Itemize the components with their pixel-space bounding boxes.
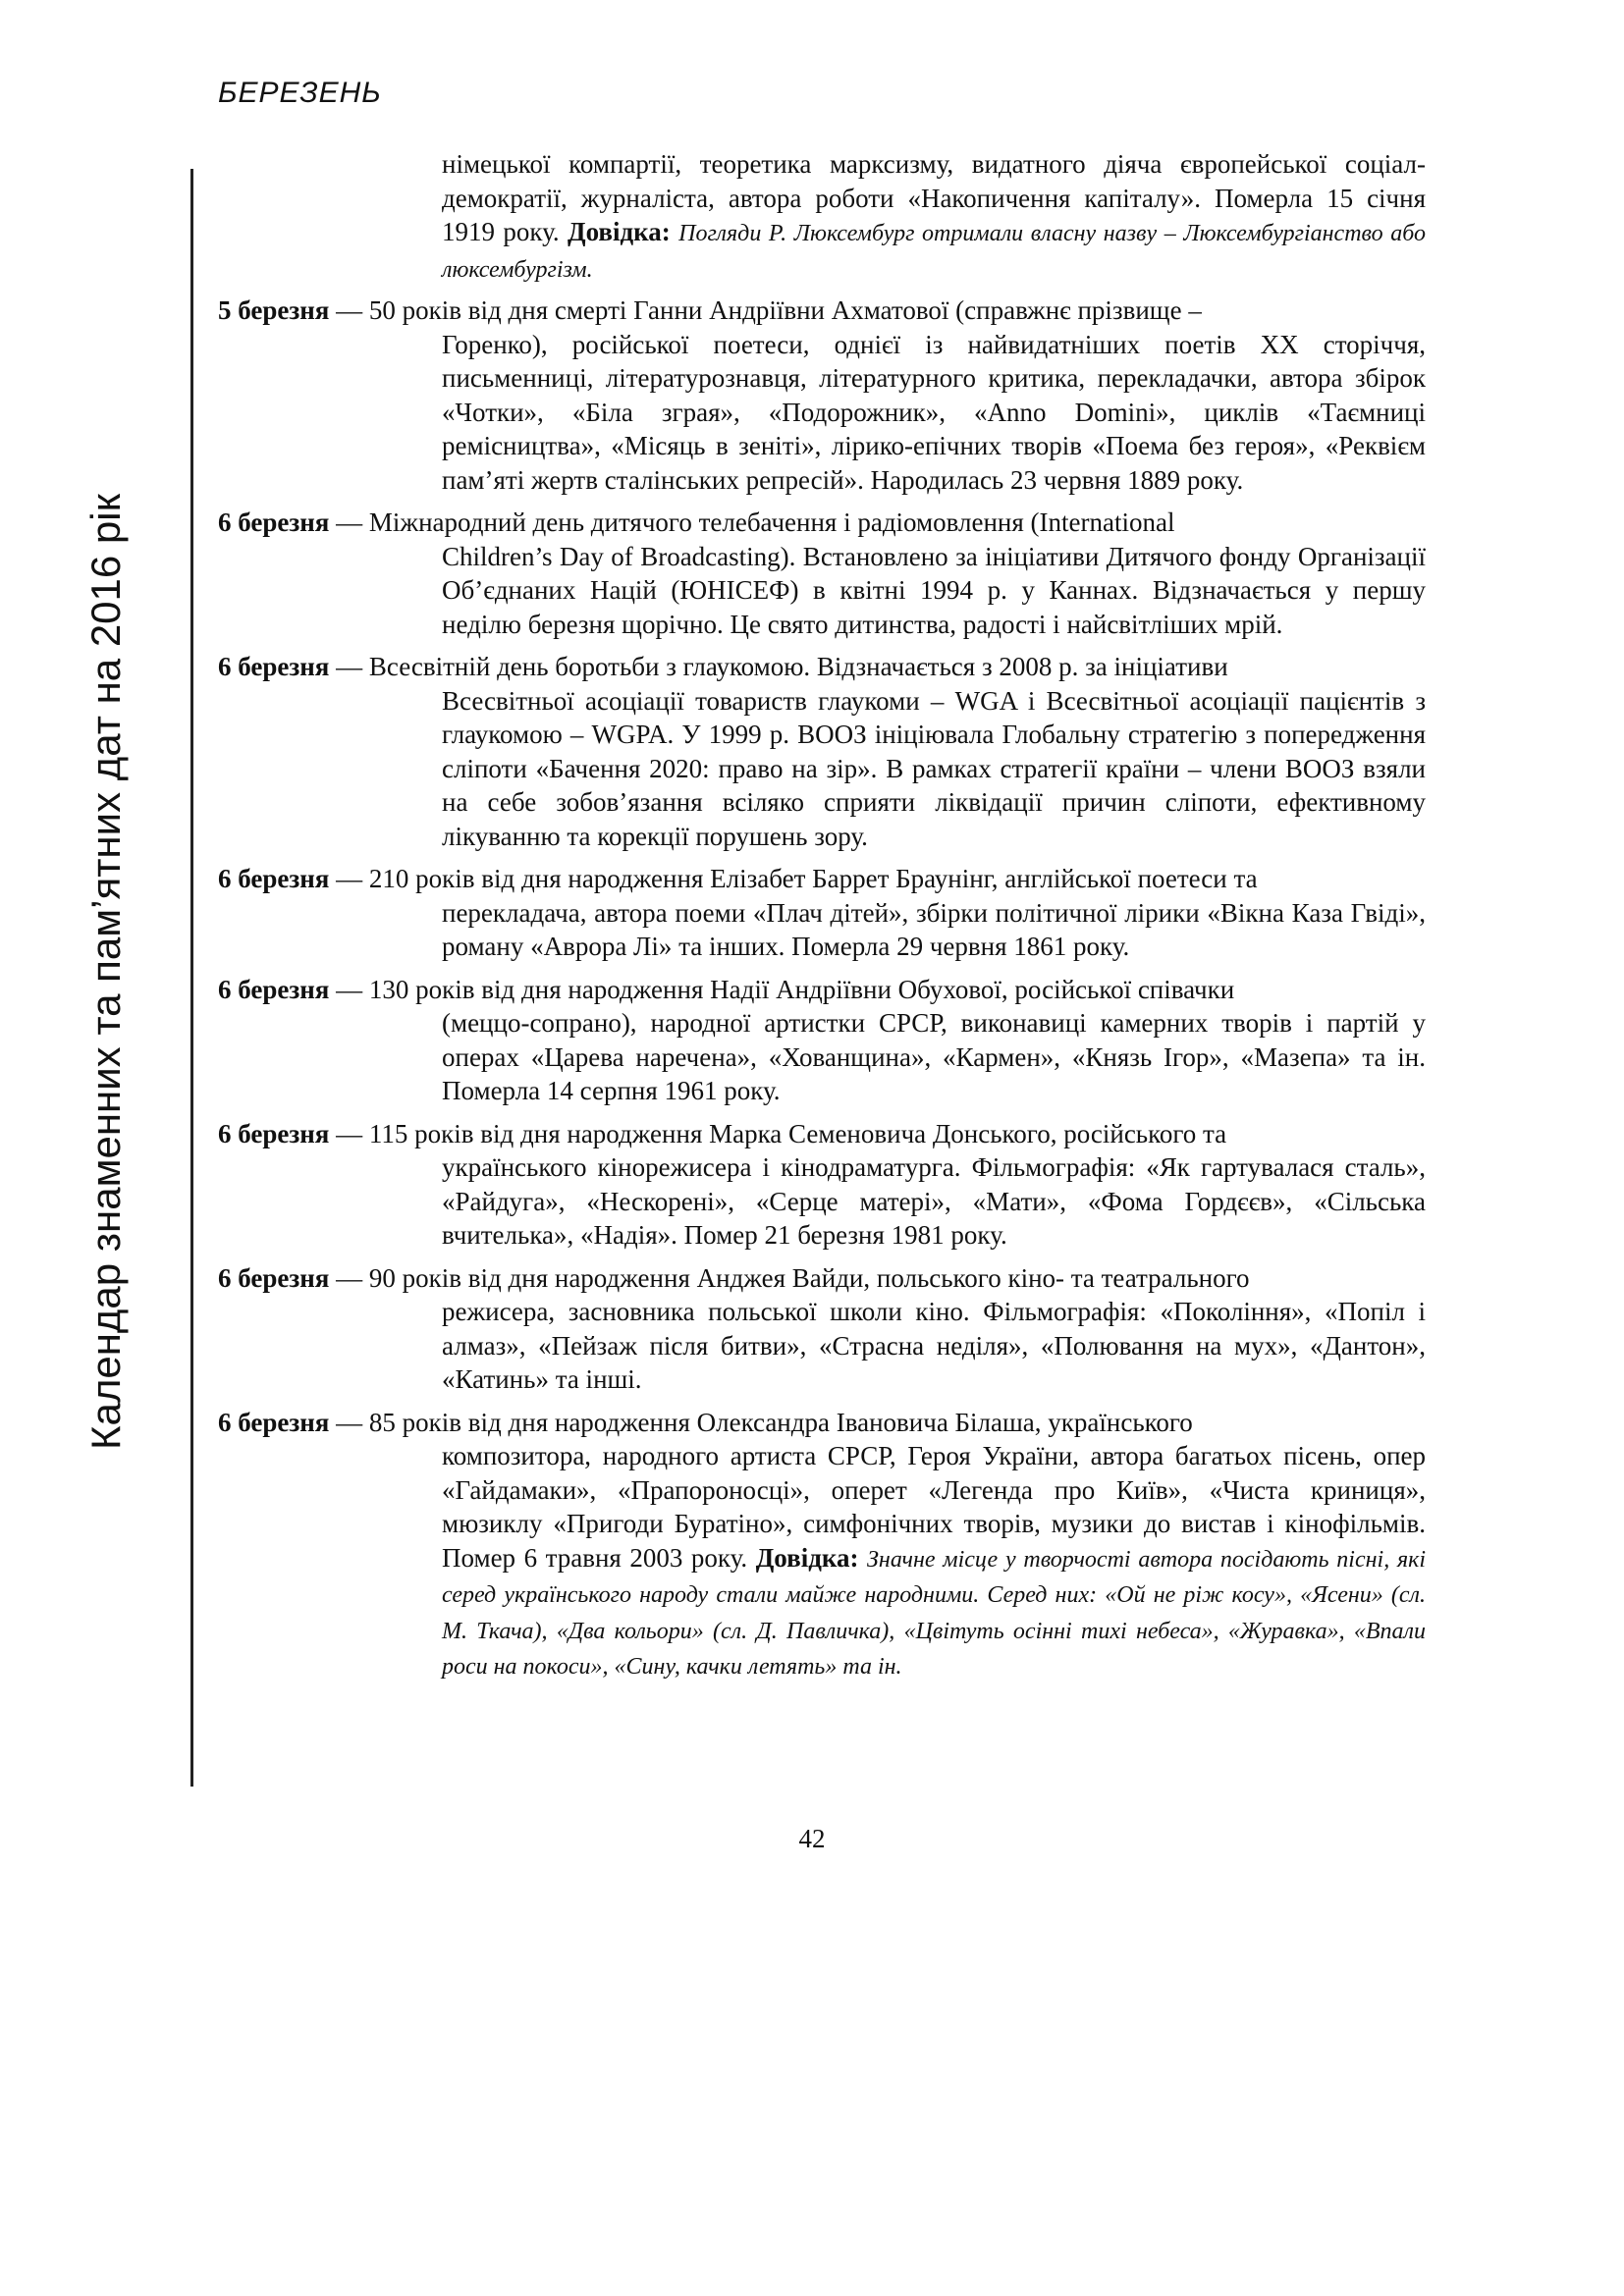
entry-head-text: — Міжнародний день дитячого телебачення і радіомовлення (International [336,507,1175,537]
entry-head-text: — 50 років від дня смерті Ганни Андріївни Ахматової (справжнє прізвище – [336,295,1202,325]
entry-date: 6 березня [218,1262,330,1293]
entry-date: 6 березня [218,1407,330,1437]
intro-paragraph [442,147,1426,287]
entry-body [442,540,1426,644]
entry-6 [218,1117,1426,1255]
entry-head [218,650,1426,684]
entry-body-text: композитора, народного артиста СРСР, Героя України, автора багатьох пісень, опер «Гайдамаки», «Прапороносці», оперет «Легенда про Київ», «Чиста криниця», мюзиклу «Пригоди Буратіно», симфонічних творів, музики до вистав і кінофільмів. Помер 6 травня 2003 року. [442,1441,1426,1573]
entry-date: 6 березня [218,507,330,537]
entry-body [442,1439,1426,1684]
entry-head-text: — 115 років від дня народження Марка Семеновича Донського, російського та [336,1118,1227,1148]
entry-head [218,973,1426,1007]
entry-head-text: — 85 років від дня народження Олександра Івановича Білаша, українського [336,1407,1193,1437]
entry-5 [218,973,1426,1110]
entry-head-text: — 130 років від дня народження Надії Андріївни Обухової, російської співачки [336,974,1235,1004]
side-rule-divider [190,169,193,1787]
entry-2 [218,506,1426,643]
main-content [218,147,1426,1684]
side-title-calendar: Календар знаменних та пам’ятних дат на 2016 рік [82,494,129,1450]
entry-date: 6 березня [218,652,330,681]
entry-body [442,1006,1426,1110]
entry-reference-label: Довідка: [755,1542,859,1573]
entry-head-text: — 210 років від дня народження Елізабет Баррет Браунінг, англійської поетеси та [336,864,1258,893]
entry-head [218,294,1426,328]
entry-body-text: Всесвітньої асоціації товариств глаукоми – WGA і Всесвітньої асоціації пацієнтів з глаукомою – WGPA. У 1999 р. ВООЗ ініціювала Глобальну стратегію з попередження сліпоти «Бачення 2020: право на зір». В рамках стратегії країни – члени ВООЗ взяли на себе зобов’язання всіляко сприяти ліквідації причин сліпоти, ефективному лікуванню та корекції порушень зору. [442,685,1426,851]
entry-head-text: — 90 років від дня народження Анджея Вайди, польського кіно- та театрального [336,1262,1250,1293]
entry-reference-note: Значне місце у творчості автора посідають пісні, які серед українського народу стали майже народними. Серед них: «Ой не ріж косу», «Ясени» (сл. М. Ткача), «Два кольори» (сл. Д. Павличка), «Цвітуть осінні тихі небеса», «Журавка», «Впали роси на покоси», «Сину, качки летять» та ін. [442,1546,1427,1680]
entry-head-text: — Всесвітній день боротьби з глаукомою. Відзначається з 2008 р. за ініціативи [336,652,1228,681]
entry-head [218,1261,1426,1296]
entry-body [442,1150,1426,1255]
intro-reference-note: Погляди Р. Люксембург отримали власну назву – Люксембургіанство або люксембургізм. [442,221,1426,283]
entry-body [442,1295,1426,1399]
running-head-month: БЕРЕЗЕНЬ [218,77,382,109]
entry-3 [218,650,1426,855]
entry-7 [218,1261,1426,1399]
entry-body [442,896,1426,966]
entry-body-text: (меццо-сопрано), народної артистки СРСР, виконавиці камерних творів і партій у операх «Царева наречена», «Хованщина», «Кармен», «Князь Ігор», «Мазепа» та ін. Померла 14 серпня 1961 року. [442,1008,1426,1105]
entry-head [218,506,1426,540]
page-number: 42 [798,1824,826,1853]
entry-body [442,328,1426,500]
entry-8 [218,1406,1426,1684]
entry-head [218,1406,1426,1440]
entry-1 [218,294,1426,499]
entry-body-text: Children’s Day of Broadcasting). Встановлено за ініціативи Дитячого фонду Організації Об’єднаних Націй (ЮНІСЕФ) в квітні 1994 р. у Каннах. Відзначається у першу неділю березня щорічно. Це свято дитинства, радості і найсвітліших мрій. [442,541,1426,639]
entry-body-text: перекладача, автора поеми «Плач дітей», збірки політичної лірики «Вікна Каза Гвіді», роману «Аврора Лі» та інших. Померла 29 червня 1861 року. [442,897,1426,961]
entry-date: 6 березня [218,1118,330,1148]
entry-head [218,1117,1426,1151]
entry-body [442,684,1426,856]
entry-date: 5 березня [218,295,330,325]
entry-head [218,862,1426,896]
intro-reference-label: Довідка: [568,217,671,246]
entry-4 [218,862,1426,966]
entry-date: 6 березня [218,864,330,893]
entry-body-text: режисера, засновника польської школи кіно. Фільмографія: «Покоління», «Попіл і алмаз», «Пейзаж після битви», «Страсна неділя», «Полювання на мух», «Дантон», «Катинь» та інші. [442,1297,1426,1394]
intro-text: німецької компартії, теоретика марксизму, видатного діяча європейської соціал-демократії, журналіста, автора роботи «Накопичення капіталу». Померла 15 січня 1919 року. [442,149,1426,246]
entry-body-text: українського кінорежисера і кінодраматурга. Фільмографія: «Як гартувалася сталь», «Райдуга», «Нескорені», «Серце матері», «Мати», «Фома Гордєєв», «Сільська вчителька», «Надія». Помер 21 березня 1981 року. [442,1152,1426,1250]
entry-date: 6 березня [218,974,330,1004]
entry-body-text: Горенко), російської поетеси, однієї із найвидатніших поетів XX сторіччя, письменниці, літературознавця, літературного критика, перекладачки, автора збірок «Чотки», «Біла зграя», «Подорожник», «Anno Domini», циклів «Таємниці ремісництва», «Місяць в зеніті», лірико-епічних творів «Поема без героя», «Реквієм пам’яті жертв сталінських репресій». Народилась 23 червня 1889 року. [442,329,1426,495]
